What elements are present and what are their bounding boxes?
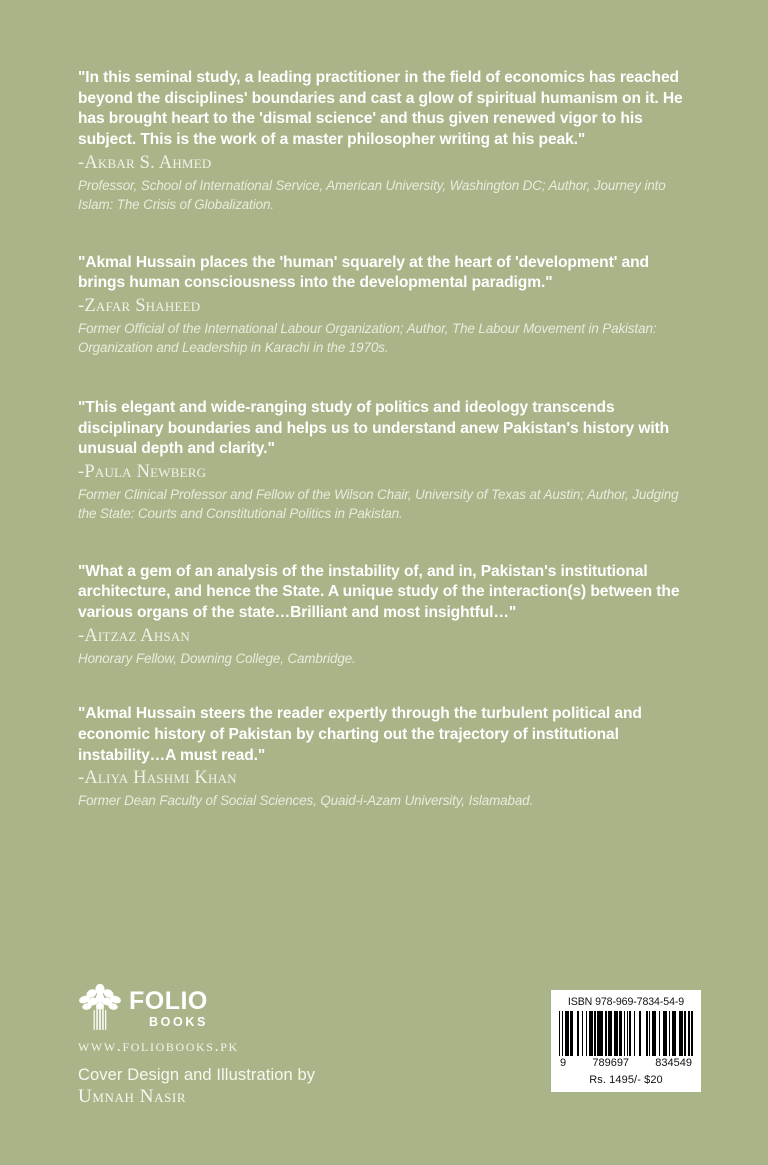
blurb-attribution: -Zafar Shaheed — [78, 296, 201, 317]
tree-icon — [78, 983, 122, 1031]
publisher-website[interactable]: www.foliobooks.pk — [78, 1036, 239, 1055]
blurb-description: Former Clinical Professor and Fellow of the Wilson Chair, University of Texas at Austin; Author, Judging the State: Courts and Constitutional Politics in Pakistan. — [78, 486, 679, 522]
blurb-attribution: -Aitzaz Ahsan — [78, 625, 191, 646]
publisher-name-secondary: BOOKS — [149, 1015, 208, 1030]
blurb-description: Professor, School of International Service, American University, Washington DC; Author, Journey into Islam: The Crisis of Globalization. — [78, 177, 666, 213]
publisher-wordmark — [129, 985, 208, 1029]
blurb-description: Former Official of the International Labour Organization; Author, The Labour Movement in Pakistan: Organization and Leadership in Karachi in the 1970s. — [78, 320, 657, 356]
barcode-bars — [559, 1011, 693, 1056]
price-label: Rs. 1495/- $20 — [589, 1074, 663, 1086]
blurb-quote: "Akmal Hussain steers the reader expertly through the turbulent political and economic history of Pakistan by charting out the trajectory of institutional instability…A must read." — [78, 705, 642, 764]
blurb-quote: "Akmal Hussain places the 'human' squarely at the heart of 'development' and brings human consciousness into the developmental paradigm." — [78, 253, 649, 292]
ean-left-digit: 9 — [560, 1057, 567, 1069]
publisher-name-primary: FOLIO — [129, 987, 208, 1016]
blurb-attribution: -Paula Newberg — [78, 462, 207, 483]
ean-right-digits: 834549 — [655, 1057, 692, 1069]
blurb-item — [78, 562, 696, 668]
blurb-attribution: -Akbar S. Ahmed — [78, 152, 212, 173]
blurb-description: Former Dean Faculty of Social Sciences, Quaid-i-Azam University, Islamabad. — [78, 793, 534, 809]
blurb-list — [78, 68, 696, 811]
publisher-footer — [78, 982, 418, 1108]
isbn-label: ISBN 978-969-7834-54-9 — [567, 996, 685, 1008]
blurb-item — [78, 704, 696, 810]
blurb-attribution: -Aliya Hashmi Khan — [78, 768, 237, 789]
cover-credit-line: Cover Design and Illustration by — [78, 1066, 316, 1084]
blurb-item — [78, 398, 696, 524]
blurb-quote: "This elegant and wide-ranging study of politics and ideology transcends disciplinary boundaries and helps us to understand anew Pakistan's history with unusual depth and clarity." — [78, 398, 670, 458]
blurb-description: Honorary Fellow, Downing College, Cambridge. — [78, 650, 356, 666]
barcode-digits — [559, 1057, 693, 1069]
ean-mid-digits: 789697 — [592, 1057, 630, 1069]
blurb-quote: "What a gem of an analysis of the instability of, and in, Pakistan's institutional architecture, and hence the State. A unique study of the interaction(s) between the various organs of the state…Brilliant and most insightful…" — [78, 562, 680, 622]
isbn-barcode — [551, 990, 701, 1092]
blurb-item — [78, 68, 696, 215]
blurb-quote: "In this seminal study, a leading practitioner in the field of economics has reached beyond the disciplines' boundaries and cast a glow of spiritual humanism on it. He has brought heart to the 'dismal science' and thus given renewed vigor to his subject. This is the work of a master philosopher writing at his peak." — [78, 69, 683, 149]
cover-credit-name: Umnah Nasir — [78, 1086, 187, 1107]
blurb-item — [78, 253, 696, 358]
publisher-logo — [78, 982, 418, 1032]
